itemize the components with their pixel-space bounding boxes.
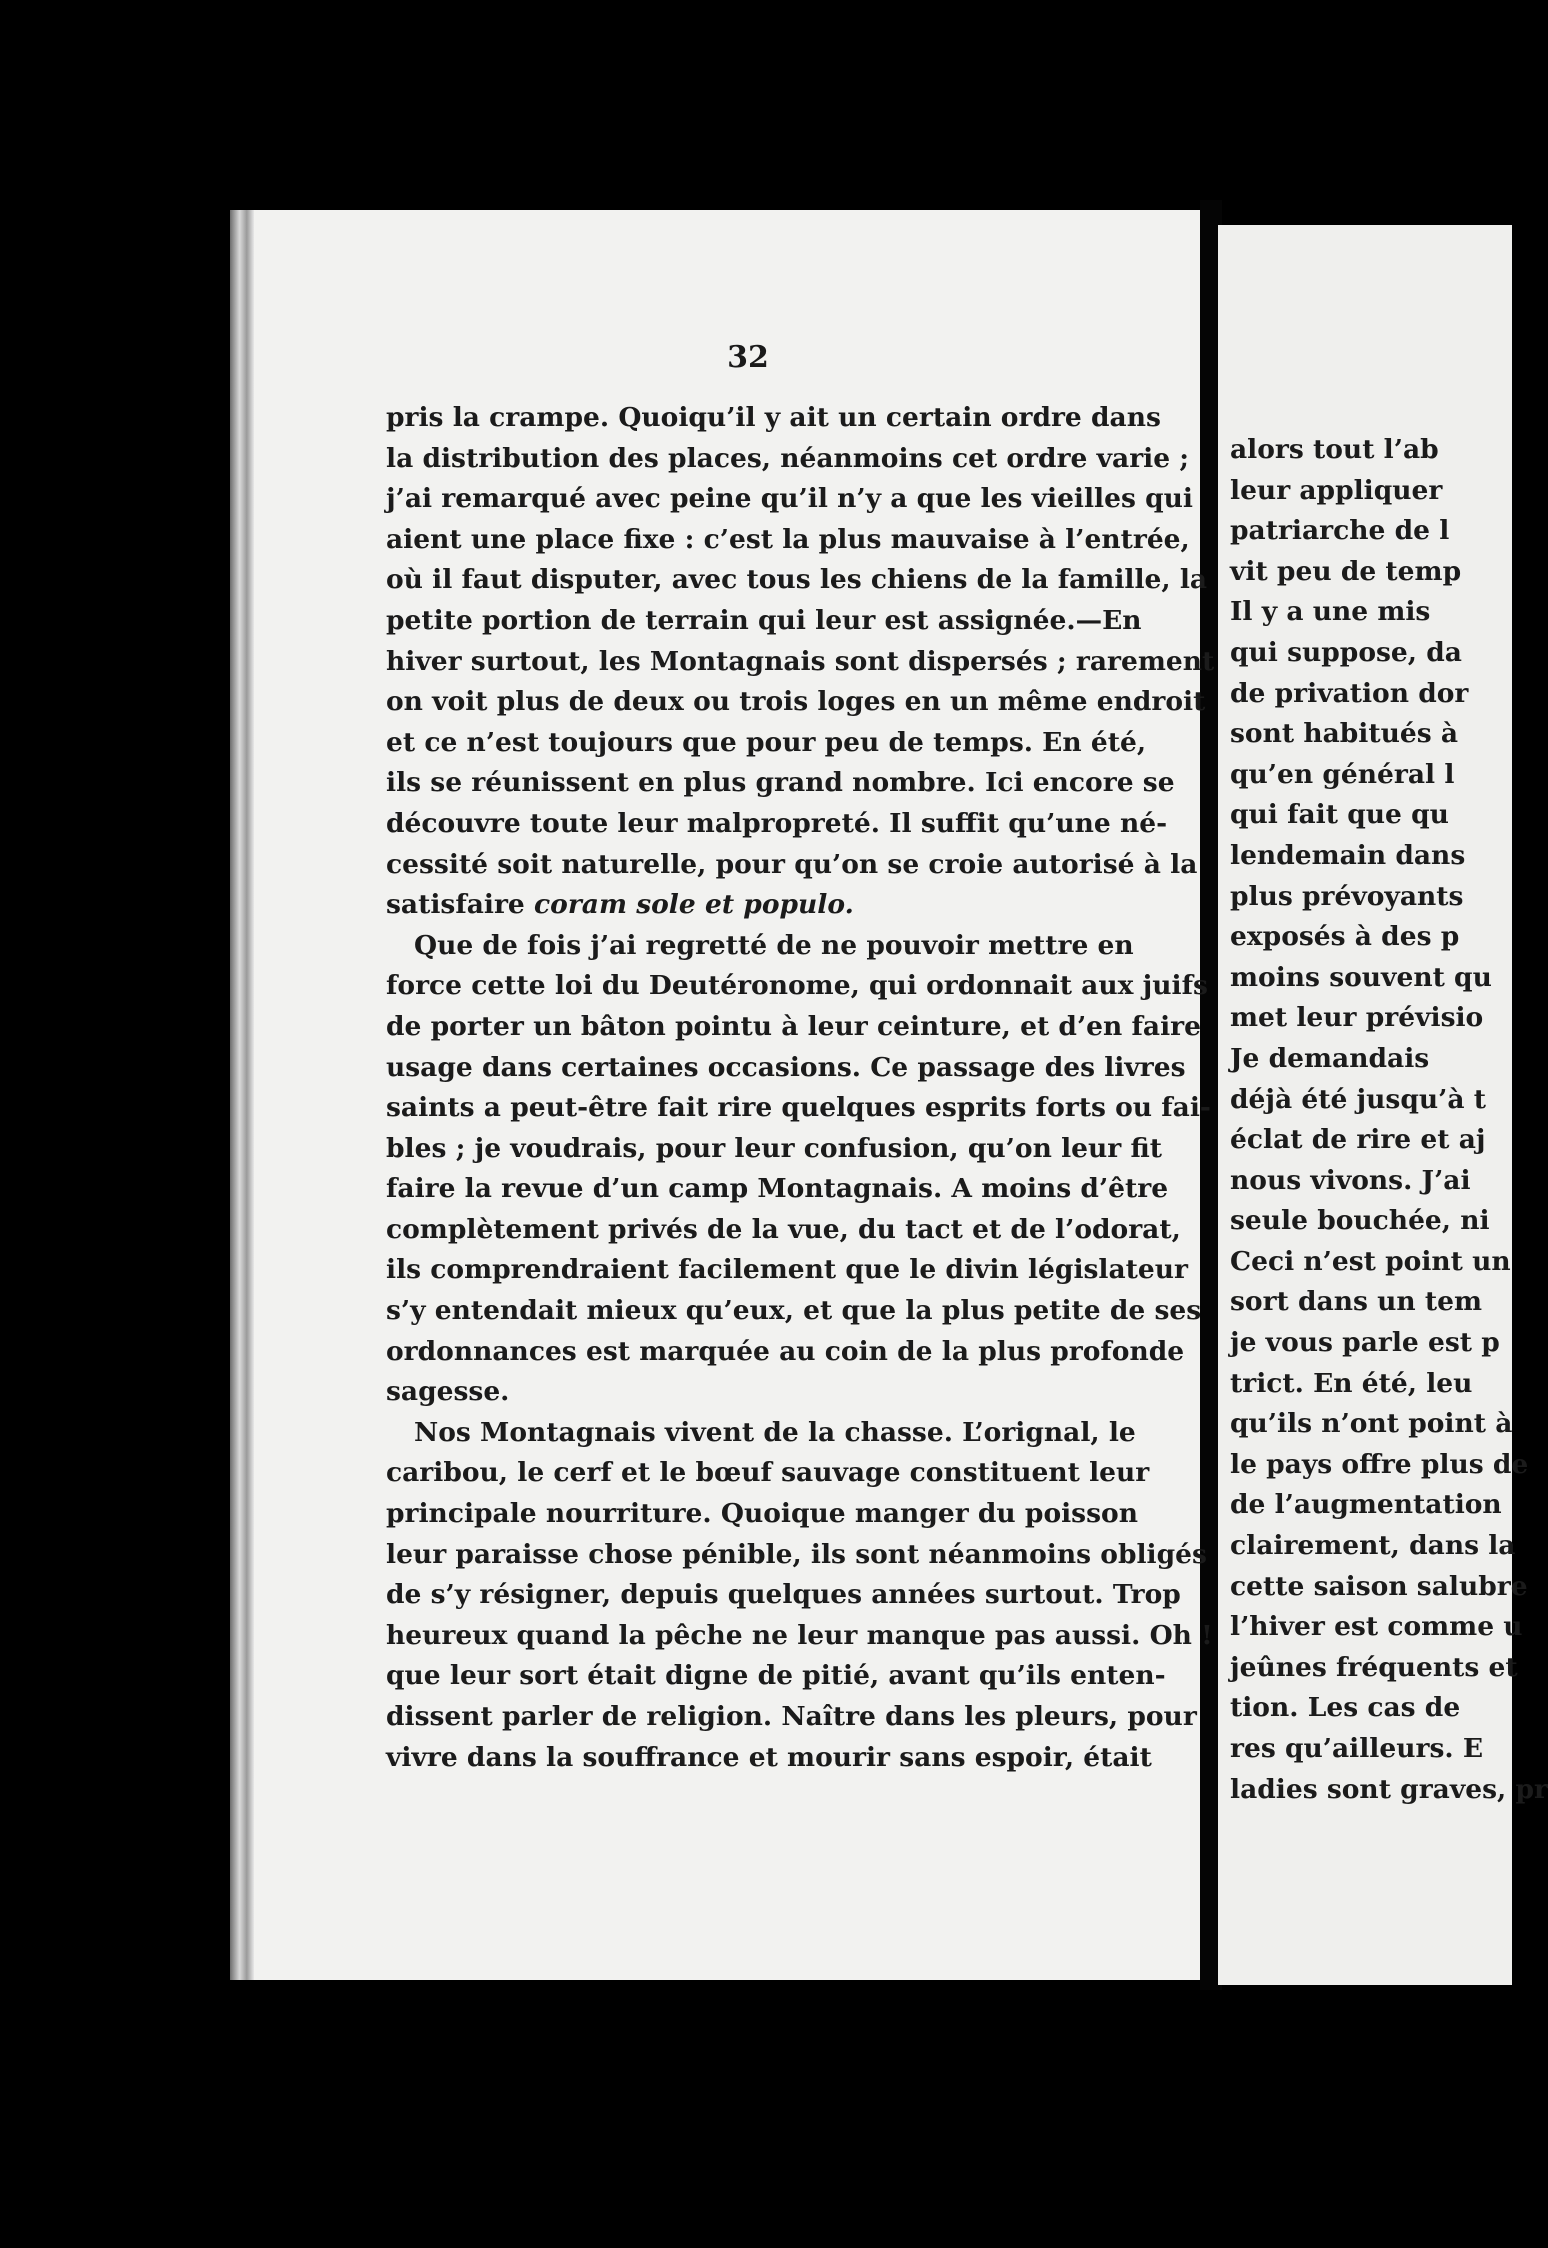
text-line (386, 601, 1142, 642)
italic-phrase: coram sole et populo. (524, 889, 854, 921)
line-text: de s’y résigner, depuis quelques années surtout. Trop (386, 1579, 1181, 1611)
text-line: ladies sont graves, pr (1230, 1773, 1548, 1805)
text-line: cette saison salubre (1230, 1570, 1528, 1602)
text-line: tion. Les cas de (1230, 1692, 1461, 1724)
line-text: Nos Montagnais vivent de la chasse. L’orignal, le (414, 1416, 1136, 1448)
line-text: satisfaire (386, 889, 525, 921)
text-line (386, 1250, 1189, 1291)
text-line: le pays offre plus de (1230, 1448, 1529, 1480)
text-line: sont habitués à (1230, 718, 1459, 750)
text-line (386, 763, 1175, 804)
text-line: nous vivons. J’ai (1230, 1164, 1471, 1196)
line-text: découvre toute leur malpropreté. Il suffit qu’une né- (386, 807, 1168, 839)
text-line (386, 1656, 1166, 1697)
page-number: 32 (727, 340, 769, 375)
line-text: bles ; je voudrais, pour leur confusion, qu’on leur fit (386, 1132, 1162, 1164)
text-line: de privation dor (1230, 677, 1469, 709)
text-line (386, 1372, 1108, 1413)
line-text: où il faut disputer, avec tous les chiens de la famille, la (386, 564, 1208, 596)
text-line: Il y a une mis (1230, 596, 1431, 628)
text-line: trict. En été, leu (1230, 1367, 1473, 1399)
line-text: leur paraisse chose pénible, ils sont néanmoins obligés (386, 1538, 1207, 1570)
text-line (386, 560, 1208, 601)
text-line (386, 804, 1168, 845)
line-text: faire la revue d’un camp Montagnais. A moins d’être (386, 1173, 1169, 1205)
line-text: Que de fois j’ai regretté de ne pouvoir mettre en (414, 929, 1134, 961)
text-line: l’hiver est comme u (1230, 1611, 1523, 1643)
line-text: que leur sort était digne de pitié, avant qu’ils enten- (386, 1660, 1166, 1692)
line-text: la distribution des places, néanmoins cet ordre varie ; (386, 442, 1190, 474)
text-line (386, 723, 1147, 764)
line-text: sagesse. (386, 1376, 510, 1408)
text-line: lendemain dans (1230, 839, 1466, 871)
text-line: éclat de rire et aj (1230, 1124, 1486, 1156)
line-text: dissent parler de religion. Naître dans les pleurs, pour (386, 1701, 1197, 1732)
text-line: sort dans un tem (1230, 1286, 1483, 1318)
text-line (386, 479, 1193, 520)
text-line (386, 520, 1190, 561)
text-line (386, 1616, 1213, 1657)
text-line (386, 1169, 1169, 1210)
text-line (386, 1007, 1201, 1048)
text-line (386, 439, 1190, 480)
line-text: pris la crampe. Quoiqu’il y ait un certain ordre dans (386, 402, 1161, 433)
text-line (386, 1088, 1211, 1129)
text-line (386, 1129, 1162, 1170)
line-text: saints a peut-être fait rire quelques esprits forts ou fai- (386, 1092, 1211, 1124)
line-text: caribou, le cerf et le bœuf sauvage constituent leur (386, 1457, 1150, 1489)
text-line: qui fait que qu (1230, 799, 1449, 831)
line-text: usage dans certaines occasions. Ce passage des livres (386, 1051, 1186, 1083)
line-text: s’y entendait mieux qu’eux, et que la plus petite de ses (386, 1295, 1202, 1327)
line-text: petite portion de terrain qui leur est assignée.—En (386, 604, 1142, 636)
text-line: qu’en général l (1230, 758, 1455, 790)
text-line: met leur prévisio (1230, 1002, 1484, 1034)
text-line (386, 398, 1161, 439)
text-line (386, 1697, 1197, 1738)
line-text: j’ai remarqué avec peine qu’il n’y a que les vieilles qui (386, 483, 1193, 515)
text-line: res qu’ailleurs. E (1230, 1733, 1484, 1764)
line-text: vivre dans la souffrance et mourir sans espoir, était (386, 1741, 1152, 1773)
left-page-edge (230, 210, 254, 1980)
text-line (386, 1332, 1185, 1373)
text-line (386, 1291, 1202, 1332)
line-text: ils se réunissent en plus grand nombre. Ici encore se (386, 767, 1175, 799)
text-line (386, 926, 1134, 967)
line-text: hiver surtout, les Montagnais sont dispersés ; rarement (386, 645, 1215, 677)
line-text: et ce n’est toujours que pour peu de temps. En été, (386, 726, 1147, 758)
line-text: on voit plus de deux ou trois loges en un même endroit (386, 686, 1206, 718)
text-line (386, 1575, 1181, 1616)
text-line: de l’augmentation (1230, 1489, 1502, 1521)
line-text: force cette loi du Deutéronome, qui ordonnait aux juifs (386, 970, 1208, 1002)
text-line: exposés à des p (1230, 921, 1460, 953)
text-line: vit peu de temp (1230, 555, 1462, 587)
line-text: complètement privés de la vue, du tact et de l’odorat, (386, 1213, 1181, 1245)
text-line (386, 885, 1108, 926)
text-line (386, 1453, 1150, 1494)
text-line (386, 1210, 1181, 1251)
text-line (386, 845, 1198, 886)
text-line: Ceci n’est point un (1230, 1245, 1511, 1277)
line-text: de porter un bâton pointu à leur ceinture, et d’en faire (386, 1010, 1201, 1042)
right-page-text (1230, 430, 1548, 1810)
text-line: qui suppose, da (1230, 636, 1462, 668)
line-text: ils comprendraient facilement que le divin législateur (386, 1254, 1189, 1286)
text-line (386, 1535, 1207, 1576)
line-text: cessité soit naturelle, pour qu’on se croie autorisé à la (386, 848, 1198, 880)
text-line (386, 1494, 1138, 1535)
text-line (386, 682, 1206, 723)
text-line (386, 1048, 1186, 1089)
text-line: seule bouchée, ni (1230, 1205, 1490, 1237)
text-line: clairement, dans la (1230, 1530, 1516, 1562)
text-line: alors tout l’ab (1230, 434, 1439, 465)
text-line (386, 642, 1215, 683)
text-line: patriarche de l (1230, 515, 1450, 547)
text-line: Je demandais (1230, 1042, 1430, 1074)
text-line: plus prévoyants (1230, 880, 1464, 912)
text-line (386, 966, 1208, 1007)
line-text: principale nourriture. Quoique manger du poisson (386, 1498, 1138, 1530)
text-line: leur appliquer (1230, 474, 1443, 506)
text-line: moins souvent qu (1230, 961, 1492, 993)
text-line: qu’ils n’ont point à (1230, 1408, 1513, 1440)
left-page-text (386, 398, 1215, 1778)
text-line: je vous parle est p (1230, 1327, 1500, 1359)
text-line (386, 1413, 1136, 1454)
line-text: heureux quand la pêche ne leur manque pas aussi. Oh ! (386, 1619, 1213, 1651)
text-line: jeûnes fréquents et (1230, 1651, 1518, 1683)
line-text: ordonnances est marquée au coin de la plus profonde (386, 1335, 1185, 1367)
text-line: déjà été jusqu’à t (1230, 1083, 1486, 1115)
text-line (386, 1738, 1152, 1779)
line-text: aient une place fixe : c’est la plus mauvaise à l’entrée, (386, 523, 1190, 555)
